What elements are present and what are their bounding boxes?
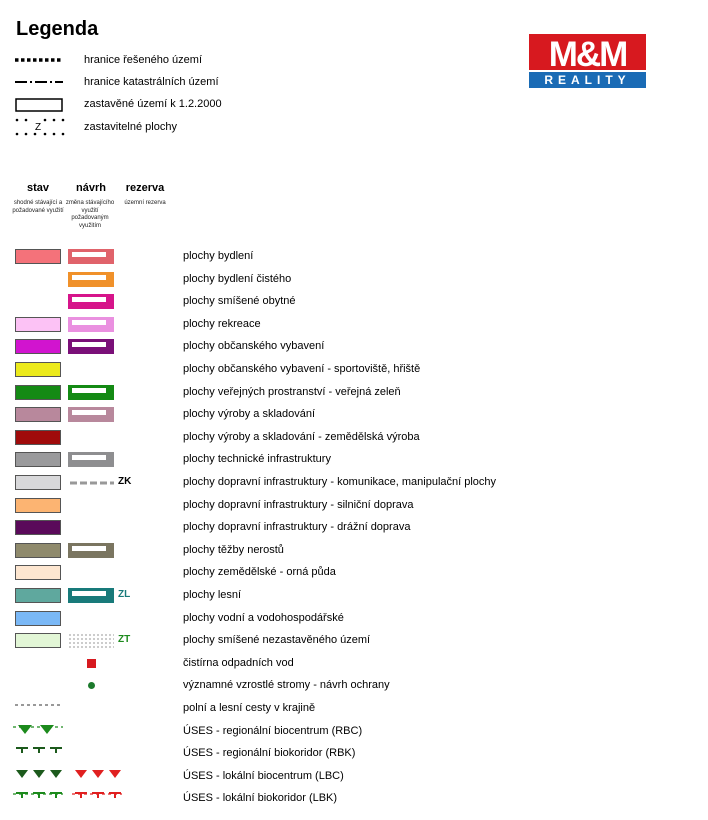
navrh-swatch-inner (72, 591, 106, 596)
legend-row (0, 315, 708, 335)
legend-row (0, 767, 708, 787)
legend-row-label: plochy veřejných prostranství - veřejná zeleň (183, 385, 401, 398)
stav-swatch (13, 791, 63, 807)
navrh-swatch (68, 407, 114, 422)
stav-swatch (15, 498, 61, 513)
legend-row-label: ÚSES - lokální biokoridor (LBK) (183, 792, 338, 805)
legend-row-label: významné vzrostlé stromy - návrh ochrany (183, 679, 390, 692)
navrh-swatch-inner (72, 320, 106, 325)
area-code: ZL (118, 589, 131, 600)
logo-top-text: M&M (548, 35, 627, 74)
navrh-swatch (72, 769, 120, 785)
territory-boundary-symbol (15, 54, 65, 66)
legend-row-label: plochy zemědělské - orná půda (183, 566, 336, 579)
legend-row (0, 383, 708, 403)
legend-row (0, 450, 708, 470)
legend-row (0, 676, 708, 696)
stav-swatch (15, 407, 61, 422)
cadastral-boundary-symbol (15, 76, 65, 88)
legend-row-label: polní a lesní cesty v krajině (183, 702, 316, 714)
navrh-swatch-inner (72, 546, 106, 551)
legend-row-label: plochy lesní (183, 589, 242, 601)
legend-row-label: plochy dopravní infrastruktury - komunikace, manipulační plochy (183, 476, 497, 488)
legend-row-label: ÚSES - lokální biocentrum (LBC) (183, 769, 344, 782)
legend-row-label: ÚSES - regionální biokoridor (RBK) (183, 747, 356, 760)
column-navrh-label: návrh (76, 182, 106, 194)
legend-row (0, 247, 708, 267)
legend-row (0, 789, 708, 809)
navrh-swatch (72, 791, 120, 807)
stav-swatch (15, 475, 61, 490)
navrh-swatch (68, 272, 114, 287)
legend-row-label: plochy technické infrastruktury (183, 453, 331, 466)
navrh-swatch-inner (72, 388, 106, 393)
stav-swatch (15, 543, 61, 558)
legend-row-label: plochy bydlení (183, 250, 254, 262)
built-area-label: zastavěné území k 1.2.2000 (84, 98, 222, 110)
column-navrh-sub: změna stávajícího využití požadovaným využitím (65, 200, 115, 229)
stav-swatch (15, 452, 61, 467)
legend-row-label: plochy dopravní infrastruktury - drážní doprava (183, 521, 411, 534)
navrh-swatch-inner (72, 410, 106, 415)
legend-row (0, 631, 708, 651)
legend-title: Legenda (16, 18, 99, 40)
legend-row-label: plochy bydlení čistého (183, 272, 292, 285)
stav-swatch (15, 430, 61, 445)
stav-swatch (15, 317, 61, 332)
navrh-swatch (68, 317, 114, 332)
navrh-swatch (68, 475, 116, 491)
legend-row (0, 473, 708, 493)
stav-swatch (13, 746, 63, 762)
stav-swatch (15, 588, 61, 603)
legend-row (0, 609, 708, 629)
legend-row-label: plochy dopravní infrastruktury - silniční doprava (183, 498, 414, 511)
navrh-swatch (68, 656, 116, 672)
legend-row-label: čistírna odpadních vod (183, 656, 294, 669)
navrh-swatch (68, 678, 116, 694)
legend-row (0, 337, 708, 357)
stav-swatch (15, 633, 61, 648)
stav-swatch (15, 611, 61, 626)
column-stav-label: stav (26, 182, 50, 194)
legend-row (0, 360, 708, 380)
legend-row-label: plochy občanského vybavení - sportoviště, hřiště (183, 363, 421, 375)
legend-row-label: plochy výroby a skladování (183, 408, 316, 421)
legend-row-label: plochy vodní a vodohospodářské (183, 611, 344, 624)
legend-row-label: plochy rekreace (183, 317, 261, 330)
stav-swatch (15, 520, 61, 535)
navrh-swatch (68, 294, 114, 309)
column-stav-sub: shodné stávající a požadované využití (12, 200, 64, 214)
legend-row (0, 518, 708, 538)
legend-row (0, 405, 708, 425)
navrh-swatch (68, 588, 114, 603)
legend-row (0, 270, 708, 290)
cadastral-boundary-label: hranice katastrálních území (84, 76, 219, 88)
legend-row (0, 744, 708, 764)
logo-bottom-text: REALITY (544, 73, 631, 87)
stav-swatch (13, 724, 63, 740)
column-rezerva-label: rezerva (125, 182, 165, 194)
stav-swatch (15, 249, 61, 264)
navrh-swatch (68, 452, 114, 467)
stav-swatch (13, 769, 63, 785)
legend-row-label: plochy výroby a skladování - zemědělská výroba (183, 430, 420, 443)
navrh-swatch-inner (72, 297, 106, 302)
navrh-swatch (68, 543, 114, 558)
navrh-swatch (68, 385, 114, 400)
legend-row (0, 496, 708, 516)
legend-row-label: plochy občanského vybavení (183, 340, 325, 353)
legend-row (0, 699, 708, 719)
legend-row (0, 722, 708, 742)
stav-swatch (15, 385, 61, 400)
legend-row (0, 586, 708, 606)
legend-row-label: plochy smíšené obytné (183, 295, 296, 308)
built-area-symbol (15, 98, 65, 112)
legend-row (0, 541, 708, 561)
buildable-area-symbol (15, 117, 65, 137)
navrh-swatch (68, 249, 114, 264)
mm-reality-logo (529, 34, 646, 88)
navrh-swatch-inner (72, 275, 106, 280)
navrh-swatch-inner (72, 455, 106, 460)
stav-swatch (15, 339, 61, 354)
legend-row-label: ÚSES - regionální biocentrum (RBC) (183, 724, 363, 737)
stav-swatch (13, 701, 63, 717)
legend-row (0, 654, 708, 674)
territory-boundary-label: hranice řešeného území (84, 54, 203, 66)
legend-row (0, 292, 708, 312)
stav-swatch (15, 565, 61, 580)
stav-swatch (15, 362, 61, 377)
legend-row-label: plochy smíšené nezastavěného území (183, 634, 371, 647)
legend-row-label: plochy těžby nerostů (183, 543, 284, 556)
buildable-area-label: zastavitelné plochy (84, 121, 177, 133)
buildable-area-glyph: Z (35, 122, 42, 133)
area-code: ZK (118, 476, 132, 487)
area-code: ZT (118, 634, 131, 646)
legend-row (0, 428, 708, 448)
navrh-swatch (68, 633, 114, 648)
legend-row (0, 563, 708, 583)
navrh-swatch-inner (72, 342, 106, 347)
navrh-swatch (68, 339, 114, 354)
column-rezerva-sub: územní rezerva (124, 200, 166, 206)
navrh-swatch-inner (72, 252, 106, 257)
